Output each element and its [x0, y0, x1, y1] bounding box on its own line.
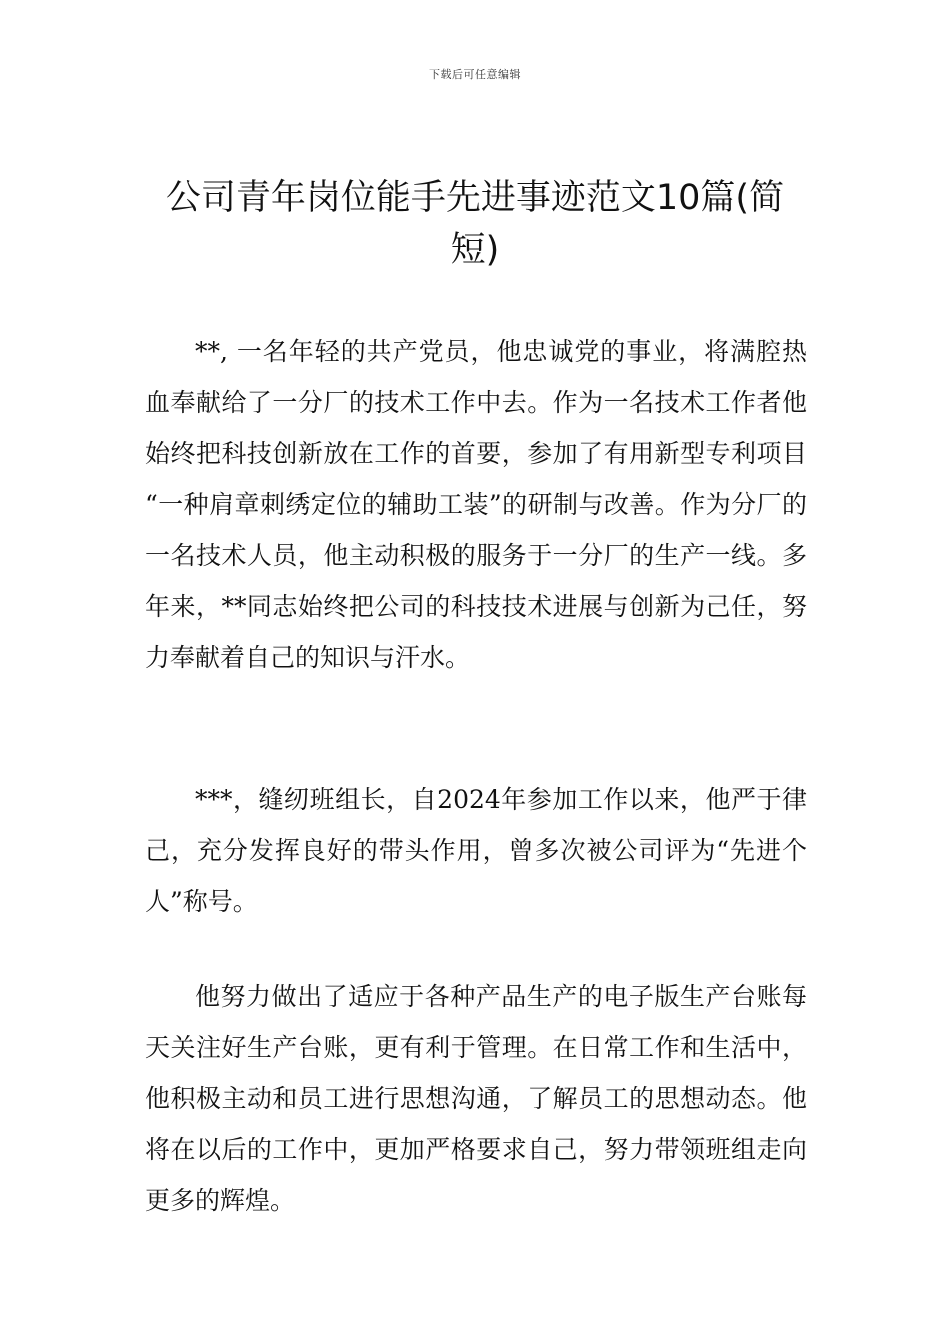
- paragraph-3: 他努力做出了适应于各种产品生产的电子版生产台账每天关注好生产台账，更有利于管理。在日常工作和生活中，他积极主动和员工进行思想沟通，了解员工的思想动态。他将在以后的工作中，更加严格要求自己，努力带领班组走向更多的辉煌。: [145, 982, 807, 1215]
- paragraph-1: **, 一名年轻的共产党员，他忠诚党的事业，将满腔热血奉献给了一分厂的技术工作中去。作为一名技术工作者他始终把科技创新放在工作的首要，参加了有用新型专利项目 “一种肩章刺绣定位的辅助工装”的研制与改善。作为分厂的一名技术人员，他主动积极的服务于一分厂的生产一线。多年来，**同志始终把公司的科技技术进展与创新为己任，努力奉献着自己的知识与汗水。: [145, 337, 807, 672]
- paragraph-2: ***，缝纫班组长，自2024年参加工作以来，他严于律己，充分发挥良好的带头作用，曾多次被公司评为“先进个人”称号。: [145, 785, 807, 916]
- header-note: 下载后可任意编辑: [429, 68, 521, 81]
- document-title: 公司青年岗位能手先进事迹范文10篇(简短): [165, 178, 785, 270]
